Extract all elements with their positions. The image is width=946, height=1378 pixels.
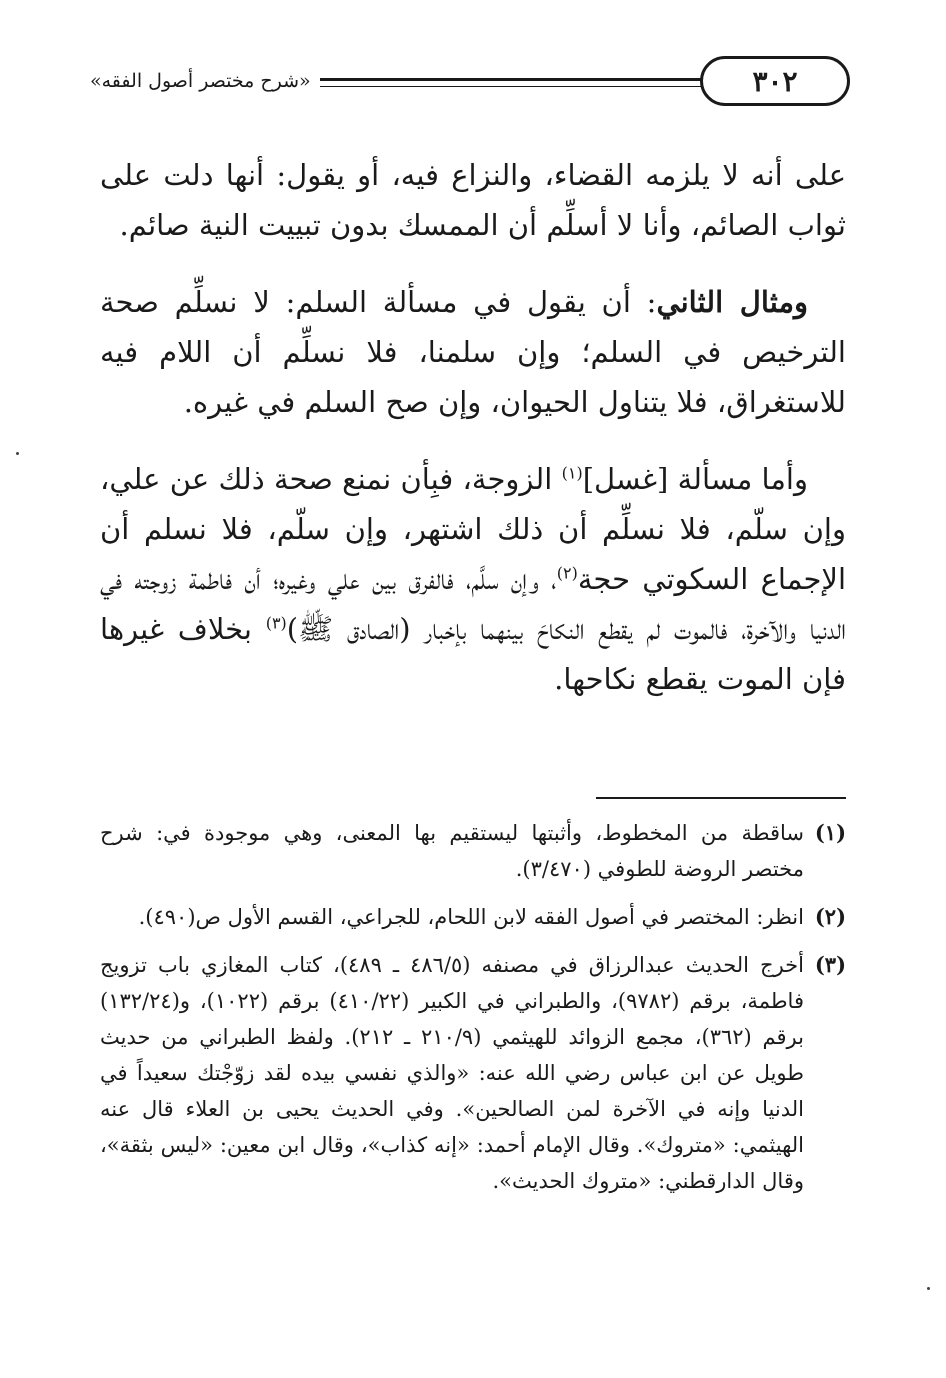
footnote-number: (٣) — [814, 952, 846, 977]
footnote-ref-1[interactable]: (١) — [561, 463, 583, 483]
paragraph-lead: ومثال الثاني — [656, 285, 809, 319]
page-number: ٣٠٢ — [700, 56, 850, 106]
footnote-number: (٢) — [814, 904, 846, 929]
footnote-text: أخرج الحديث عبدالرزاق في مصنفه (٤٨٦/٥ ـ ٤٨٩)، كتاب المغازي باب تزويج فاطمة، برقم (٩٧٨٢)، والطبراني في الكبير (٤١٠/٢٢) برقم (١٠٢٢)، و(١٣٢/٢٤) برقم (٣٦٢)، مجمع الزوائد للهيثمي (٢١٠/٩ ـ ٢١٢). ولفظ الطبراني من حديث طويل عن ابن عباس رضي الله عنه: «والذي نفسي بيده لقد زوّجْتك سعيداً في الدنيا وإنه في الآخرة لمن الصالحين». وفي الحديث يحيى بن العلاء قال عنه الهيثمي: «متروك». وقال الإمام أحمد: «إنه كذاب»، وقال ابن معين: «ليس بثقة»، وقال الدارقطني: «متروك الحديث». — [100, 953, 804, 1193]
footnote-1 — [100, 815, 846, 887]
footnote-text: ساقطة من المخطوط، وأثبتها ليستقيم بها المعنى، وهي موجودة في: شرح مختصر الروضة للطوفي (٣/٤٧٠). — [100, 821, 804, 881]
paragraph-3 — [100, 454, 846, 704]
paragraph-text: بخلاف غيرها فإن الموت يقطع نكاحها. — [100, 612, 846, 696]
footnote-text: انظر: المختصر في أصول الفقه لابن اللحام، للجراعي، القسم الأول ص(٤٩٠). — [138, 905, 804, 929]
paragraph-text: وأما مسألة [غسل] — [582, 462, 808, 496]
paragraph-text: : أن يقول في مسألة السلم: لا نسلِّم صحة الترخيص في السلم؛ وإن سلمنا، فلا نسلِّم أن اللام فيه للاستغراق، فلا يتناول الحيوان، وإن صح السلم في غيره. — [100, 285, 846, 419]
footnote-2 — [100, 899, 846, 935]
footnote-3 — [100, 947, 846, 1199]
paragraph-1 — [100, 150, 846, 250]
footnotes — [100, 815, 846, 1211]
running-title: «شرح مختصر أصول الفقه» — [90, 70, 311, 92]
main-text — [100, 150, 846, 731]
paragraph-text: على أنه لا يلزمه القضاء، والنزاع فيه، أو يقول: أنها دلت على ثواب الصائم، وأنا لا أسلِّم أن الممسك بدون تبييت النية صائم. — [100, 158, 846, 242]
footnote-ref-2[interactable]: (٢) — [556, 563, 578, 583]
scan-speck — [927, 1287, 930, 1290]
paragraph-2 — [100, 277, 846, 427]
footnote-separator — [596, 797, 846, 799]
paragraph-text: الزوجة، فبِأن نمنع صحة ذلك عن علي، وإن سلّم، فلا نسلِّم أن ذلك اشتهر، وإن سلّم، فلا نسلم أن الإجماع السكوتي حجة — [100, 462, 846, 596]
paragraph-text: ، وإن سلَّم، فالفرق بين علي وغيره؛ أن فاطمة زوجته في الدنيا والآخرة، فالموت لم يقطع النكاحَ بينهما بإخبار (الصادق ﷺ) — [100, 562, 846, 646]
footnote-number: (١) — [814, 820, 846, 845]
footnote-ref-3[interactable]: (٣) — [265, 613, 287, 633]
page-header — [90, 48, 850, 118]
scan-speck — [16, 452, 19, 455]
